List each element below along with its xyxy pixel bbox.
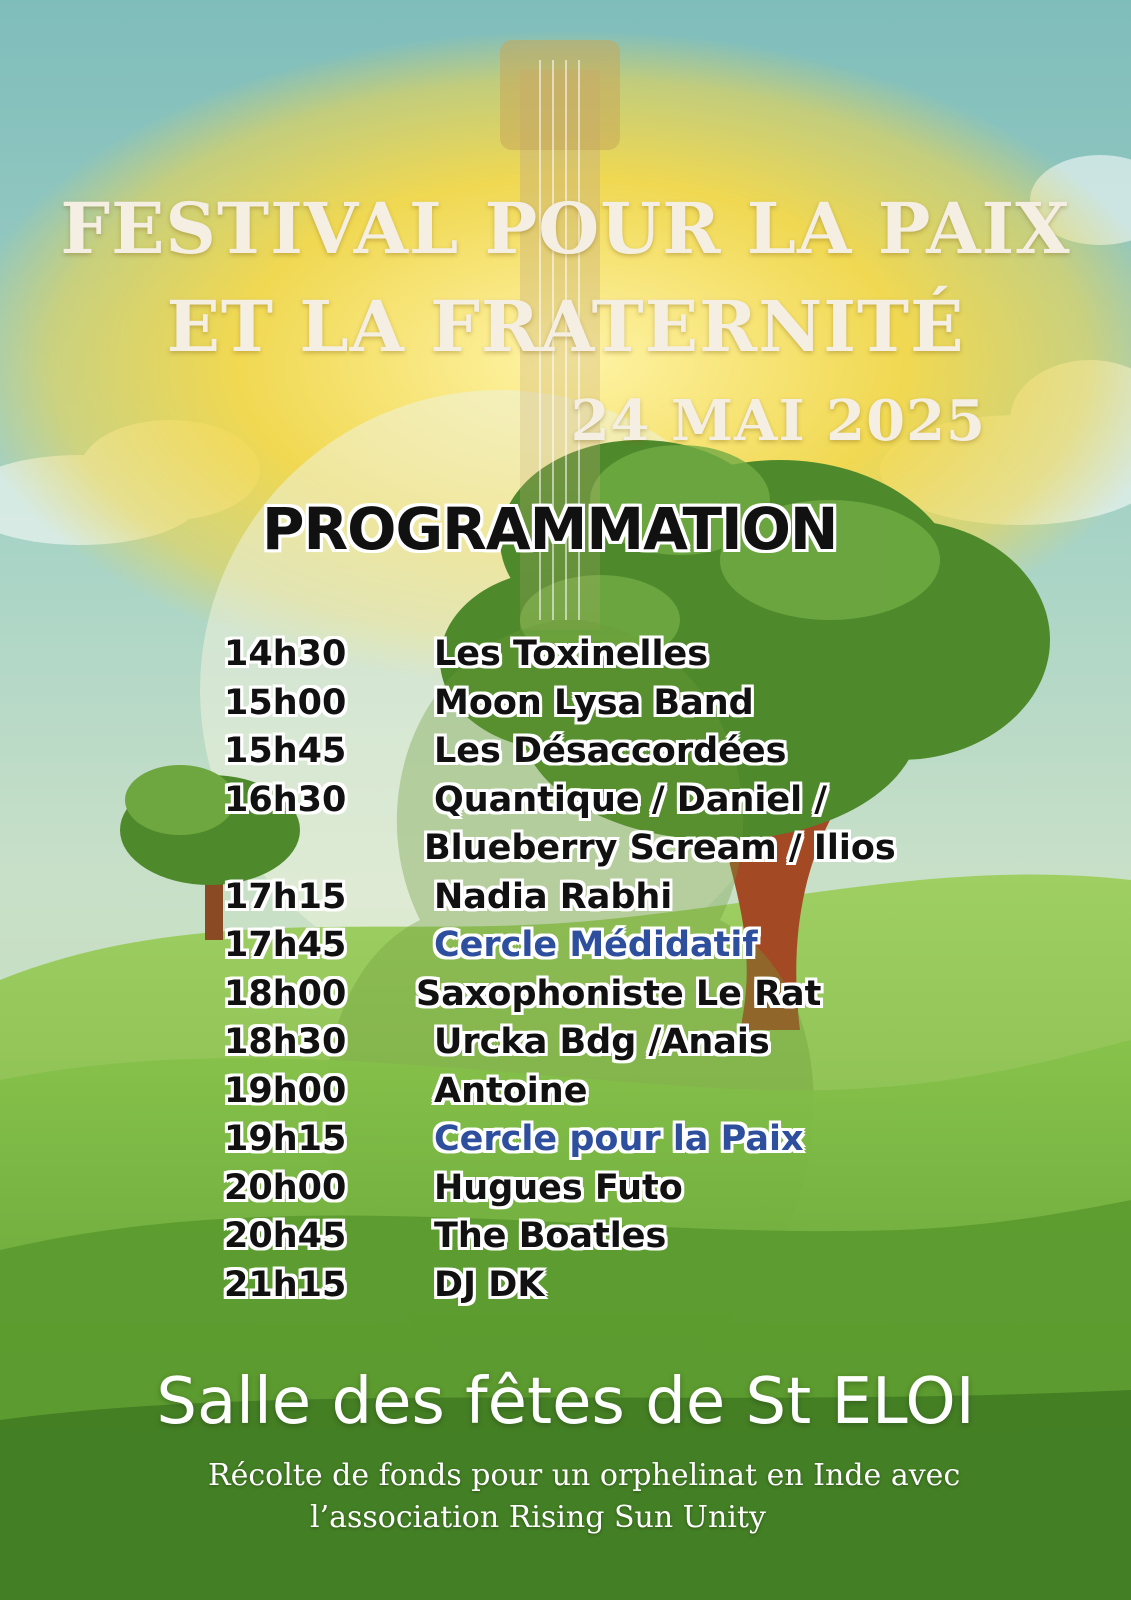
slot-time: 19h00 [224,1070,347,1111]
slot-time: 16h30 [224,779,347,820]
slot-act: Antoine [434,1070,588,1111]
schedule-row [224,875,1004,924]
slot-act: DJ DK [434,1264,545,1305]
schedule-row [224,826,1004,875]
slot-time: 20h00 [224,1167,347,1208]
slot-time: 20h45 [224,1216,347,1256]
schedule-row [224,972,1004,1021]
schedule-row [224,632,1004,681]
schedule-row [224,778,1004,827]
fundraising-note-line-2: l’association Rising Sun Unity [310,1500,766,1535]
slot-time: 17h45 [224,925,347,965]
slot-act: Quantique / Daniel / [434,779,828,820]
schedule-row [224,1214,1004,1263]
schedule-row [224,1166,1004,1215]
fundraising-note-line-1: Récolte de fonds pour un orphelinat en Inde avec [208,1458,961,1493]
slot-time: 17h15 [224,876,347,917]
slot-act: Saxophoniste Le Rat [416,973,822,1014]
slot-time: 21h15 [224,1264,347,1305]
slot-act: Moon Lysa Band [434,682,754,723]
slot-act: The Boatles [434,1216,667,1256]
slot-act: Hugues Futo [434,1167,683,1208]
slot-time: 18h30 [224,1022,347,1062]
programme-heading: PROGRAMMATION [262,495,838,563]
slot-act-highlight: Cercle Médidatif [434,925,758,965]
slot-time: 19h15 [224,1119,347,1159]
slot-time: 14h30 [224,634,347,674]
schedule-row [224,1069,1004,1118]
slot-act: Nadia Rabhi [434,876,673,917]
slot-act: Les Toxinelles [434,634,709,674]
schedule-list [224,632,1004,1311]
slot-time: 18h00 [224,973,347,1014]
slot-time: 15h45 [224,731,347,771]
schedule-row [224,729,1004,778]
schedule-row [224,1020,1004,1069]
slot-act: Urcka Bdg /Anais [434,1022,770,1062]
schedule-row [224,923,1004,972]
schedule-row [224,681,1004,730]
slot-time: 15h00 [224,682,347,723]
venue-name: Salle des fêtes de St ELOI [156,1365,975,1439]
schedule-row [224,1117,1004,1166]
slot-act: Les Désaccordées [434,731,787,771]
slot-act-highlight: Cercle pour la Paix [434,1119,804,1159]
festival-title-line-1: FESTIVAL POUR LA PAIX [60,187,1071,270]
schedule-row [224,1263,1004,1312]
festival-date: 24 MAI 2025 [570,388,986,454]
festival-title-line-2: ET LA FRATERNITÉ [166,285,965,368]
slot-act: Blueberry Scream / Ilios [424,828,896,868]
